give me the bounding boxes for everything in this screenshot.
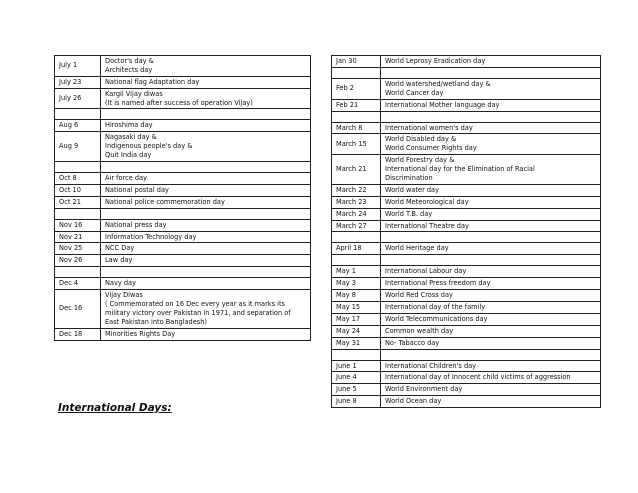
spacer-row (55, 162, 311, 173)
event-line: International Children's day (385, 361, 477, 370)
event-cell (381, 155, 601, 185)
date-cell: March 23 (332, 196, 381, 208)
spacer-cell (332, 349, 381, 360)
table-row (55, 290, 311, 329)
table-row (332, 360, 601, 372)
spacer-cell (381, 111, 601, 122)
left-days-table (54, 55, 311, 341)
event-line: Hiroshima day (105, 121, 153, 130)
table-row (55, 173, 311, 185)
table-row (332, 134, 601, 155)
table-row (55, 243, 311, 255)
event-cell (381, 384, 601, 396)
table-row (332, 313, 601, 325)
date-cell: Oct 21 (55, 196, 101, 208)
event-line: International day of the family (385, 303, 486, 312)
event-cell (381, 325, 601, 337)
table-row (332, 184, 601, 196)
spacer-cell (332, 111, 381, 122)
table-row (55, 120, 311, 132)
table-row (332, 266, 601, 278)
event-line: International women's day (385, 123, 473, 132)
date-cell: March 27 (332, 220, 381, 232)
event-cell (381, 184, 601, 196)
event-cell (381, 372, 601, 384)
spacer-row (55, 109, 311, 120)
event-cell (101, 184, 311, 196)
spacer-cell (332, 232, 381, 243)
event-cell (101, 196, 311, 208)
spacer-row (332, 232, 601, 243)
date-cell: March 21 (332, 155, 381, 185)
event-cell (101, 243, 311, 255)
event-cell (101, 120, 311, 132)
spacer-cell (55, 162, 101, 173)
event-line: Architects day (105, 65, 153, 74)
event-line: Navy day (105, 279, 137, 288)
date-cell: June 5 (332, 384, 381, 396)
table-row (332, 220, 601, 232)
event-line: National flag Adaptation day (105, 77, 200, 86)
event-line: World Meteorological day (385, 197, 469, 206)
date-cell: June 4 (332, 372, 381, 384)
table-row (332, 337, 601, 349)
event-line: World Forestry day & (385, 156, 455, 165)
event-cell (381, 302, 601, 314)
date-cell: Nov 25 (55, 243, 101, 255)
spacer-cell (101, 208, 311, 219)
event-line: Indigenous people's day & (105, 142, 193, 151)
date-cell: May 3 (332, 278, 381, 290)
spacer-row (55, 267, 311, 278)
date-cell: May 1 (332, 266, 381, 278)
event-cell (101, 76, 311, 88)
table-row (332, 78, 601, 99)
event-line: International Press freedom day (385, 279, 491, 288)
event-cell (101, 132, 311, 162)
date-cell: May 8 (332, 290, 381, 302)
spacer-cell (101, 267, 311, 278)
spacer-cell (55, 109, 101, 120)
date-cell: Dec 16 (55, 290, 101, 329)
event-line: World watershed/wetland day & (385, 79, 491, 88)
event-line: World Leprosy Eradication day (385, 57, 486, 65)
event-line: National police commemoration day (105, 197, 225, 206)
event-cell (101, 328, 311, 340)
table-row (55, 196, 311, 208)
spacer-row (332, 111, 601, 122)
event-line: World Red Cross day (385, 291, 453, 300)
event-line: Discrimination (385, 174, 433, 183)
event-cell (381, 337, 601, 349)
event-line: International Theatre day (385, 221, 469, 230)
event-line: Air force day (105, 174, 147, 183)
spacer-row (332, 255, 601, 266)
table-row (55, 328, 311, 340)
event-cell (101, 173, 311, 185)
spacer-cell (332, 67, 381, 78)
table-row (55, 88, 311, 109)
event-line: East Pakistan into Bangladesh) (105, 317, 207, 326)
date-cell: Oct 8 (55, 173, 101, 185)
spacer-cell (381, 232, 601, 243)
date-cell: Nov 21 (55, 231, 101, 243)
table-row (332, 325, 601, 337)
event-cell (381, 220, 601, 232)
event-cell (101, 231, 311, 243)
table-row (332, 372, 601, 384)
event-cell (381, 208, 601, 220)
spacer-row (55, 208, 311, 219)
event-line: World Environment day (385, 385, 463, 394)
table-row (332, 99, 601, 111)
date-cell: March 22 (332, 184, 381, 196)
spacer-row (332, 349, 601, 360)
event-line: World Disabled day & (385, 135, 457, 144)
event-cell (381, 78, 601, 99)
date-cell: May 31 (332, 337, 381, 349)
date-cell: June 1 (332, 360, 381, 372)
table-row (55, 255, 311, 267)
date-cell: April 18 (332, 243, 381, 255)
date-cell: June 8 (332, 396, 381, 408)
event-line: Quit India day (105, 151, 152, 160)
spacer-cell (381, 67, 601, 78)
date-cell: May 17 (332, 313, 381, 325)
spacer-cell (381, 349, 601, 360)
table-row (332, 56, 601, 68)
event-cell (381, 266, 601, 278)
date-cell: July 26 (55, 88, 101, 109)
event-cell (101, 290, 311, 329)
event-cell (381, 134, 601, 155)
date-cell: May 15 (332, 302, 381, 314)
table-row (332, 155, 601, 185)
event-cell (381, 243, 601, 255)
event-cell (101, 278, 311, 290)
date-cell: Dec 4 (55, 278, 101, 290)
table-row (332, 243, 601, 255)
event-cell (101, 88, 311, 109)
event-cell (381, 313, 601, 325)
event-cell (101, 56, 311, 77)
table-row (332, 122, 601, 134)
event-cell (381, 56, 601, 68)
event-line: World Ocean day (385, 397, 442, 406)
table-row (55, 219, 311, 231)
date-cell: March 8 (332, 122, 381, 134)
spacer-cell (55, 267, 101, 278)
table-row (332, 302, 601, 314)
event-line: International Mother language day (385, 100, 500, 109)
event-line: No- Tabacco day (385, 338, 440, 347)
event-cell (381, 290, 601, 302)
spacer-cell (101, 109, 311, 120)
date-cell: July 1 (55, 56, 101, 77)
event-line: World water day (385, 185, 440, 194)
event-line: National press day (105, 220, 167, 229)
date-cell: Nov 26 (55, 255, 101, 267)
date-cell: March 15 (332, 134, 381, 155)
event-line: Common wealth day (385, 326, 454, 335)
event-line: World T.B. day (385, 209, 433, 218)
event-line: National postal day (105, 185, 169, 194)
event-line: International day for the Elimination of Racial (385, 165, 535, 174)
spacer-cell (381, 255, 601, 266)
spacer-row (332, 67, 601, 78)
table-row (332, 290, 601, 302)
event-cell (101, 255, 311, 267)
spacer-cell (101, 162, 311, 173)
event-line: Minorities Rights Day (105, 329, 176, 338)
event-line: Vijay Diwas (105, 291, 143, 300)
date-cell: Feb 21 (332, 99, 381, 111)
event-line: military victory over Pakistan in 1971, and separation of (105, 308, 291, 317)
event-line: International day of Innocent child victims of aggression (385, 373, 571, 382)
table-row (55, 76, 311, 88)
date-cell: May 24 (332, 325, 381, 337)
table-row (332, 396, 601, 408)
event-cell (381, 99, 601, 111)
date-cell: Jan 30 (332, 56, 381, 68)
date-cell: July 23 (55, 76, 101, 88)
event-cell (381, 278, 601, 290)
table-row (332, 208, 601, 220)
table-row (55, 132, 311, 162)
event-cell (381, 196, 601, 208)
event-line: Kargil Vijay diwas (105, 89, 163, 98)
event-cell (381, 396, 601, 408)
date-cell: Feb 2 (332, 78, 381, 99)
event-line: Nagasaki day & (105, 133, 157, 142)
date-cell: Nov 16 (55, 219, 101, 231)
table-row (332, 384, 601, 396)
event-line: Law day (105, 256, 133, 265)
event-line: World Cancer day (385, 88, 444, 97)
date-cell: Dec 18 (55, 328, 101, 340)
table-row (55, 184, 311, 196)
spacer-cell (332, 255, 381, 266)
event-cell (101, 219, 311, 231)
event-cell (381, 360, 601, 372)
event-line: International Labour day (385, 267, 467, 276)
event-line: Doctor's day & (105, 57, 154, 65)
event-line: World Telecommunications day (385, 314, 488, 323)
event-line: World Heritage day (385, 244, 449, 253)
date-cell: March 24 (332, 208, 381, 220)
event-line: (It is named after success of operation Vijay) (105, 98, 253, 107)
table-row (332, 196, 601, 208)
table-row (55, 56, 311, 77)
date-cell: Oct 10 (55, 184, 101, 196)
date-cell: Aug 9 (55, 132, 101, 162)
event-line: World Consumer Rights day (385, 144, 477, 153)
table-row (55, 278, 311, 290)
date-cell: Aug 6 (55, 120, 101, 132)
table-row (55, 231, 311, 243)
section-heading: International Days: (58, 402, 172, 414)
spacer-cell (55, 208, 101, 219)
right-days-table (331, 55, 601, 408)
table-row (332, 278, 601, 290)
event-cell (381, 122, 601, 134)
event-line: NCC Day (105, 244, 135, 253)
event-line: Information Technology day (105, 232, 197, 241)
event-line: ( Commemorated on 16 Dec every year as it marks its (105, 300, 285, 309)
